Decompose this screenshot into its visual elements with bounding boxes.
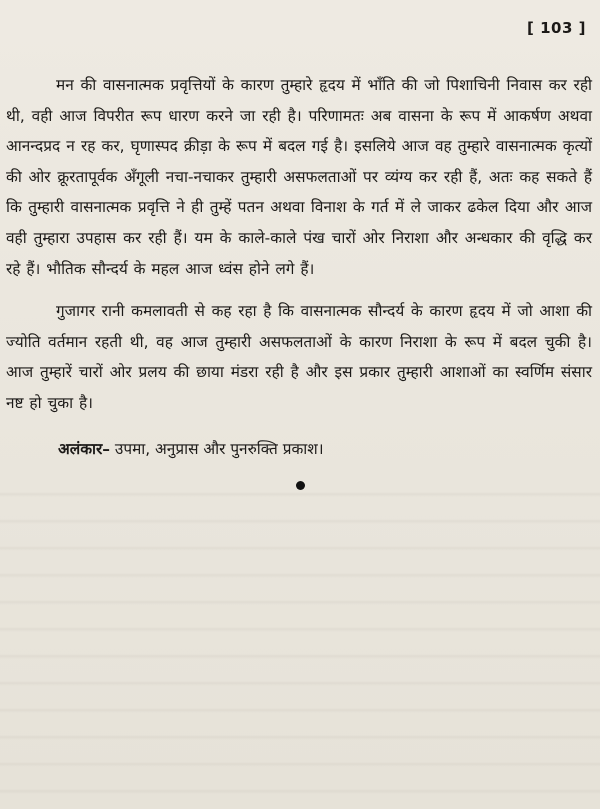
alankar-value: उपमा, अनुप्रास और पुनरुक्ति प्रकाश। — [110, 440, 324, 458]
alankar-label: अलंकार– — [58, 440, 110, 458]
bleed-through-text — [0, 470, 600, 809]
paragraph-2: गुजागर रानी कमलावती से कह रहा है कि वासनात्मक सौन्दर्य के कारण हृदय में जो आशा की ज्योति वर्तमान रहती थी, वह आज तुम्हारी असफलताओं के कारण निराशा के रूप में बदल चुकी है। आज तुम्हारें चारों ओर प्रलय की छाया मंडरा रही है और इस प्रकार तुम्हारी आशाओं का स्वर्णिम संसार नष्ट हो चुका है। — [6, 302, 592, 412]
body-text — [6, 70, 592, 419]
alankar-line — [58, 434, 324, 464]
bullet-dot — [296, 481, 305, 490]
paragraph-1: मन की वासनात्मक प्रवृत्तियों के कारण तुम्हारे हृदय में भाँति की जो पिशाचिनी निवास कर रही थी, वही आज विपरीत रूप धारण करने जा रही है। परिणामतः अब वासना के रूप में आकर्षण अथवा आनन्दप्रद न रह कर, घृणास्पद क्रीड़ा के रूप में बदल गई है। इसलिये आज वह तुम्हारे वासनात्मक कृत्यों की ओर क्रूरतापूर्वक अँगूली नचा-नचाकर तुम्हारी असफलताओं पर व्यंग्य कर रही हैं, अतः कह सकते हैं कि तुम्हारी वासनात्मक प्रवृत्ति ने ही तुम्हें पतन अथवा विनाश के गर्त में ले जाकर ढकेल दिया और आज वही तुम्हारा उपहास कर रही हैं। यम के काले-काले पंख चारों ओर निराशा और अन्धकार की वृद्धि कर रहे हैं। भौतिक सौन्दर्य के महल आज ध्वंस होने लगे हैं। — [6, 76, 592, 278]
page-number: [ 103 ] — [527, 19, 586, 37]
